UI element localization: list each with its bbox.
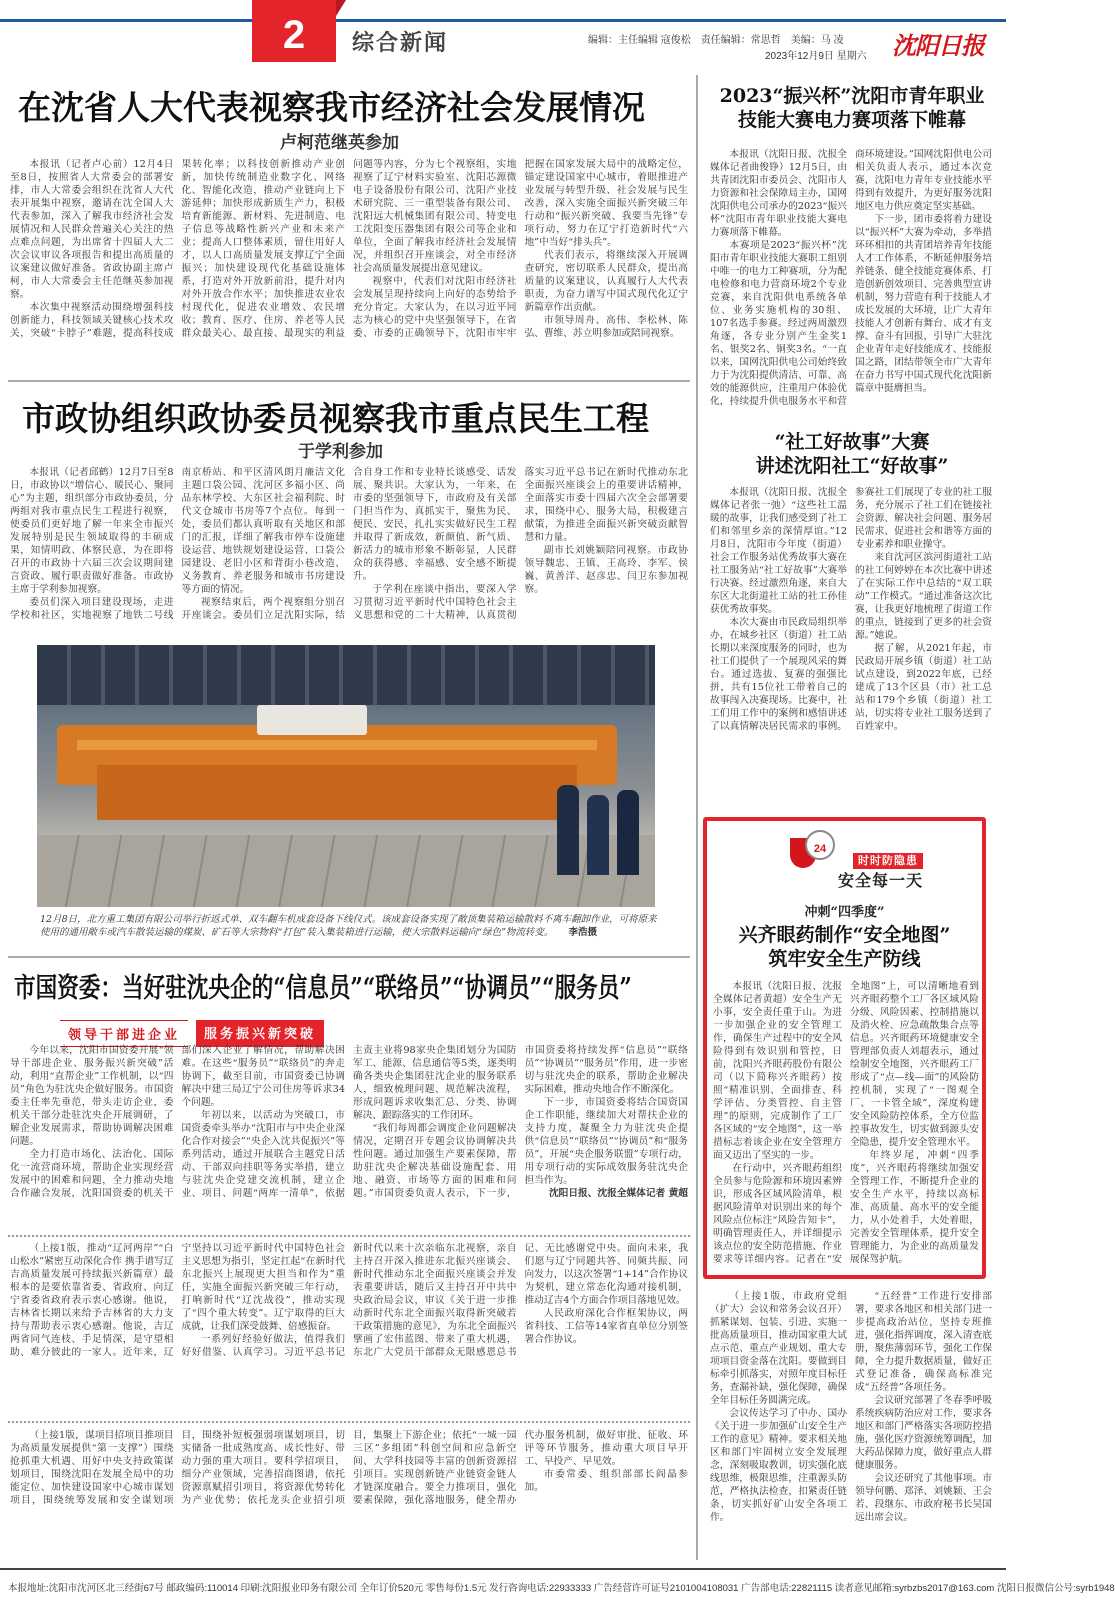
article2-subhead: 于学利参加 <box>298 442 383 462</box>
continued-article-3 <box>710 1290 992 1560</box>
paragraph: 会议还研究了其他事项。市领导何鹏、郑泽、刘姚颖、王会若、段继东、市政府秘书长吴国远出席会议。 <box>855 1473 992 1523</box>
caption-text: 12月8日，北方重工集团有限公司举行折返式单、双车翻车机成套设备下线仪式。该成套设备实现了敞顶集装箱运输散料不离车翻卸作业，可将原来使用的通用敞车或汽车散装运输的煤炭、矿石等大宗物料“打包”装入集装箱进行运输，使大宗散料运输向“绿色”物流转变。 <box>40 914 657 938</box>
divider <box>8 380 690 382</box>
paragraph: 据了解，从2021年起，市民政局开展乡镇（街道）社工站试点建设，到2022年底，已经建成了13个区县（市）社工总站和179个乡镇（街道）社工站，切实将专业社工服务送到了百姓家中。 <box>855 643 992 732</box>
article2-headline: 市政协组织政协委员视察我市重点民生工程 <box>22 399 649 438</box>
column-divider <box>696 75 698 1560</box>
article1-body <box>10 158 688 376</box>
paragraph: 市委常委、组织部部长阎晶参加。 <box>524 1469 688 1493</box>
headline-line: “社工好故事”大赛 <box>774 431 930 453</box>
right-article2-body <box>710 486 992 810</box>
paragraph: 下一步，团市委将着力建设以“振兴杯”大赛为牵动，多举措环环相扣的共青团培养青年技能人才工作体系，不断延伸服务培养链条、健全技能竞赛体系、打造创新创效项目、完善典型宣讲机制，努力营造有利于技能人才成长发展的大环境，让广大青年技能人才创新有舞台、成才有支撑、奋斗有回报，引导广大驻沈企业青年走好技能成才、技能报国之路，团结带领全市广大青年在奋力书写中国式现代化沈阳新篇章中挺膺担当。 <box>855 214 992 394</box>
paragraph: “我们每周都会调度企业问题解决情况，定期召开专题会议协调解决共性问题。通过加强生产要素保障，帮助驻沈央企解决基础设施配套、用地、融资、市场等方面的困难和问题。”市国资委负责人表示，下一步，市国资委将持续发挥“信息员”“联络员”“协调员”“服务员”作用，进一步密切与驻沈央企的联系，帮助企业解决实际困难，推动央地合作不断深化。 <box>353 1045 688 1199</box>
paragraph: 本报讯（沈阳日报、沈报全媒体记者曲俊铮）12月5日，由共青团沈阳市委员会、沈阳市人力资源和社会保障局主办，国网沈阳供电公司承办的2023“振兴杯”沈阳市青年职业技能大赛电力赛项落下帷幕。 <box>710 149 847 238</box>
paragraph: 下一步，市国资委将结合国资国企工作职能，继续加大对帮扶企业的支持力度，凝聚全力为驻沈央企提供“信息员”“联络员”“协调员”和“服务员”，开展“央企服务联盟”专项行动，用专项行动的实际成效服务驻沈央企担当作为。 <box>524 1097 688 1186</box>
news-photo-equipment <box>37 645 655 907</box>
paragraph: 视察结束后，两个视察组分别召开座谈会。委员们立足沈阳实际，结合自身工作和专业特长谈感受、话发展、聚共识。大家认为，一年来，在市委的坚强领导下，市政府及有关部门担当作为、真抓实干，聚焦为民、便民、安民，扎扎实实做好民生工程并取得了新成效，新颜值、新气质、新活力的城市形象不断彰显，人民群众的获得感、幸福感、安全感不断提升。 <box>181 467 517 621</box>
headline-line: 技能大赛电力赛项落下帷幕 <box>737 109 966 131</box>
paragraph: 副市长刘姚颖陪同视察。市政协领导魏忠、王镇、王高玲、李军、侯巍、黄善洋、赵彦忠、闫卫东参加视察。 <box>524 545 688 595</box>
column-tags <box>60 1020 324 1047</box>
headline-line: 兴齐眼药制作“安全地图” <box>738 924 951 946</box>
article3-byline: 沈阳日报、沈报全媒体记者 黄超 <box>549 1188 688 1199</box>
footer-imprint: 本报地址:沈阳市沈河区北三经街67号 邮政编码:110014 印刷:沈阳报业印务有限公司 全年订价520元 零售每份1.5元 发行咨询电话:22933333 广告经营许可证号2101004108031 广告部电话:22821115 读者意见邮箱:syrbzbs2017@163.com 沈阳日报微信公号:syrb1948 <box>8 1583 1115 1594</box>
headline-line: 讲述沈阳社工“好故事” <box>755 455 949 477</box>
editor-credits: 编辑：主任编辑 寇俊松 责任编辑：常思哲 美编：马 凌 <box>588 35 844 46</box>
photo-caption <box>40 913 660 939</box>
paragraph: （上接1版，推动“辽河两岸”“白山松水”紧密互动深化合作 携手谱写辽吉高质量发展可持续振兴新篇章）最根本的是要依靠省委、省政府、向辽宁省委省政府表示衷心感谢。他说，吉林省长期以来给予吉林省的大力支持与帮助表示衷心感谢。他说，吉辽两省同气连枝、手足情深，是守望相助、难分彼此的一家人。近年来，辽宁坚持以习近平新时代中国特色社会主义思想为指引，坚定扛起“在新时代东北振兴上展现更大担当和作为”重任，实施全面振兴新突破三年行动，打响新时代“辽沈战役”，推动实现了“四个重大转变”。辽宁取得的巨大成就，让我们深受鼓舞、倍感振奋。 <box>10 1243 345 1358</box>
article3-headline: 市国资委：当好驻沈央企的“信息员”“联络员”“协调员”“服务员” <box>14 973 632 1004</box>
clock-number: 24 <box>813 843 827 855</box>
paragraph: 本报讯（沈阳日报、沈报全媒体记者张一弛）“这些社工温暖的故事，让我们感受到了社工们和邻里乡亲的深情厚谊。”12月8日，沈阳市今年度（街道）社会工作服务站优秀故事大赛在社工服务站“社工好故事”大赛举行决赛。经过激烈角逐，来自大东区大北街道社工站的社工孙佳获优秀故事奖。 <box>710 487 847 615</box>
article1-subhead: 卢柯范继英参加 <box>280 133 399 153</box>
article3-body <box>10 1044 688 1230</box>
paragraph: 来自沈河区滨河街道社工站的社工何婷婷在本次比赛中讲述了在实际工作中总结的“双工联动”工作模式。“通过准备这次比赛，让我更好地梳理了街道工作的重点，链接到了更多的社会资源。”她说。 <box>855 552 992 641</box>
paragraph: 年初以来，以活动为突破口，市国资委牵头举办“沈阳市与中央企业深化合作对接会”“央企入沈共促振兴”等系列活动，通过开展联合主题党日活动、干部双向挂职等务实举措，建立与驻沈央企党建交流机制，建立企业、项目、问题“两库一清单”，依据主责主业将98家央企集团划分为国防军工、能源、信息通信等5类，逐类明确各类央企集团驻沈企业的服务联系人，细致梳理问题、规范解决流程，形成问题诉求收集汇总、分类、协调解决、跟踪落实的工作闭环。 <box>181 1045 517 1199</box>
header-rule <box>0 19 1006 22</box>
paragraph: 于学利在座谈中指出，要深入学习贯彻习近平新时代中国特色社会主义思想和党的二十大精神，认真贯彻落实习近平总书记在新时代推动东北全面振兴座谈会上的重要讲话精神，全面落实市委十四届六次全会部署要求，围绕中心、服务大局，积极建言献策，为推进全面振兴新突破贡献智慧和力量。 <box>353 467 688 621</box>
section-title: 综合新闻 <box>352 30 449 55</box>
paragraph: 本报讯（沈阳日报、沈报全媒体记者黄超）安全生产无小事，安全责任重于山。为进一步加强企业的安全管理工作，确保生产过程中的安全风险得到有效识别和管控，日前，沈阳兴齐眼药股份有限公司（以下简称兴齐眼药）按照“精准识别、全面排查、科学评估、分类管控、自主管理”的原则，完成制作了工厂各区域的“安全地图”，这一举措标志着该企业在安全管理方面又迈出了坚实的一步。 <box>713 981 842 1161</box>
page-number: 2 <box>252 0 336 62</box>
paragraph: 视察中，代表们对沈阳市经济社会发展呈现持续向上向好的态势给予充分肯定。大家认为，在以习近平同志为核心的党中央坚强领导下，在省委、市委的正确领导下，沈阳市牢牢把握在国家发展大局中的战略定位，锚定建设国家中心城市，着眼推进产业发展与转型升级、社会发展与民生改善，深入实施全面振兴新突破三年行动和“振兴新突破、我要当先锋”专项行动，努力在辽宁打造新时代“六地”中当好“排头兵”。 <box>353 159 688 339</box>
paragraph: 委员们深入项目建设现场，走进学校和社区，实地视察了地铁二号线南京桥站、和平区清风朗月廉洁文化主题口袋公园、沈河区多福小区、尚品东林学校、大东区社会福利院、时代文仓城市书房等7个点位。每到一处，委员们都认真听取有关地区和部门的汇报，详细了解我市停车设施建设运营、地铁规划建设运营、口袋公园建设、老旧小区和背街小巷改造、义务教育、养老服务和城市书房建设等方面的情况。 <box>10 467 345 621</box>
right-article1-body <box>710 148 992 418</box>
paragraph: （上接1版，谋项目招项目推项目 为高质量发展提供“第一支撑”）围绕抢抓重大机遇、用好中央支持政策谋划项目，围绕沈阳在发展全局中的功能定位、加快建设国家中心城市谋划项目，围绕统筹发展和安全谋划项目，围绕补短板强弱项谋划项目，切实储备一批成熟度高、成长性好、带动力强的重大项目。要科学招项目，细分产业领域，完善招商图谱，依托资源禀赋招引项目，将资源优势转化为产业优势；依托龙头企业招引项目，集聚上下游企业；依托“一城一园三区”多组团”科创空间和应急新空间、大学科技园等丰富的创新资源招引项目。实现创新链产业链资金链人才链深度融合。要全力推项目，强化要素保障，强化落地服务，健全帮办代办服务机制，做好审批、征收、环评等环节服务，推动重大项目早开工、早投产、早见效。 <box>10 1430 688 1506</box>
newspaper-logo: 沈阳日报 <box>892 31 984 60</box>
paragraph: 会议研究部署了冬春季呼吸系统疾病防治应对工作，要求各地区和部门严格落实各项防控措施，强化医疗资源统筹调配，加大药品保障力度，做好重点人群健康服务。 <box>855 1395 992 1471</box>
paragraph: 年终岁尾，冲刺“四季度”，兴齐眼药将继续加强安全管理工作，不断提升企业的安全生产水平，持续以高标准、高质量、高水平的安全能力，从小处着手，大处着眼，完善安全管理体系，提升安全管理能力，为企业的高质量发展保驾护航。 <box>850 1150 979 1265</box>
paragraph: 本赛项是2023“振兴杯”沈阳市青年职业技能大赛职工组别中唯一的电力工种赛项，分为配电检修和电力营商环境2个专业竞赛，来自沈阳供电系统各单位、业务实施机构的30组、107名选手参赛。经过两周激烈角逐，各专业分别产生金奖1名、银奖2名、铜奖3名。“一直以来，国网沈阳供电公司始终致力于为沈阳提供清洁、可靠、高效的能源供应，注重用户体验优化，持续提升供电服务水平和营商环境建设。”国网沈阳供电公司相关负责人表示，通过本次竞赛，沈阳电力青年专业技能水平得到有效提升，为更好服务沈阳地区电力供应奠定坚实基础。 <box>710 149 992 407</box>
paragraph: 会议传达学习了中办、国办《关于进一步加强矿山安全生产工作的意见》精神。要求相关地区和部门牢固树立安全发展理念，深刻吸取教训，切实强化底线思维，极限思维，注重源头防范，严格执法检查，扣紧责任链条，切实抓好矿山安全各项工作。 <box>710 1408 847 1523</box>
paragraph: “五经普”工作进行安排部署，要求各地区和相关部门进一步提高政治站位，坚持专班推进，强化指挥调度，深入清查底册，聚焦薄弱环节，强化工作保障，全力提升数据质量，做好正式登记准备，确保高标准完成“五经普”各项任务。 <box>855 1291 992 1393</box>
paragraph: 一系列好经验好做法，值得我们好好借鉴、认真学习。习近平总书记新时代以来十次亲临东北视察，亲自主持召开深入推进东北振兴座谈会、新时代推动东北全面振兴座谈会并发表重要讲话，随后又主持召开中共中央政治局会议，审议《关于进一步推动新时代东北全面振兴取得新突破若干政策措施的意见》，为东北全面振兴擘画了宏伟蓝图、带来了重大机遇，东北广大党员干部群众无限感恩总书记、无比感谢党中央。面向未来，我们愿与辽宁同题共答、同频共振、同向发力，以这次签署“1+14”合作协议为契机，建立常态化沟通对接机制，推动辽吉4个方面合作项目落地见效。 <box>181 1243 688 1358</box>
paragraph: 全力打造市场化、法治化、国际化一流营商环境，帮助企业实现经营发展中的困难和问题，全力推动央地合作融合发展，沈阳国资委的机关干部们深入企业了解情况，帮助解决困难。在这些“服务员”“联络员”的奔走协调下，截至目前，市国资委已协调解决中建三局辽宁公司住房等诉求34个问题。 <box>10 1045 345 1199</box>
safety-article-body <box>713 980 979 1270</box>
paragraph: 人民政府深化合作框架协议，两省科技、工信等14家省直单位分别签署合作协议。 <box>524 1308 688 1345</box>
paragraph: 本次集中视察活动围绕增强科技创新能力，科技领域关键核心技术攻关，突破“卡脖子”难题，提高科技成果转化率；以科技创新推动产业创新，加快传统制造业数字化、网络化、智能化改造，推动产业链向上下游延伸；加快形成新质生产力，积极培育新能源、新材料、先进制造、电子信息等战略性新兴产业和未来产业；提高人口整体素质，留住用好人才，以人口高质量发展支撑辽宁全面振兴；加快建设现代化基础设施体系，打造对外开放新前沿，提升对内对外开放合作水平；加快推进农业农村现代化，促进农业增效、农民增收；教育、医疗、住房、养老等人民群众最关心、最直接、最现实的利益问题等内容，分为七个视察组，实地视察了辽宁材料实验室、沈阳芯源微电子设备股份有限公司、沈阳产业技术研究院、三一重型装备有限公司、沈阳远大机械集团有限公司、特变电工沈阳变压器集团有限公司等企业和单位，全面了解我市经济社会发展情况，并组织召开座谈会，对全市经济社会高质量发展提出意见建议。 <box>10 159 517 339</box>
safety-column-title: 安全每一天 <box>838 873 924 890</box>
divider <box>8 1421 690 1423</box>
headline-line: 2023“振兴杯”沈阳市青年职业 <box>719 85 985 107</box>
paragraph: 市领导周舟、高伟、李松林、陈弘、曹维、苏立明参加或陪同视察。 <box>524 315 688 339</box>
paragraph: 本报讯（记者邱鹤）12月7日至8日，市政协以“增信心、暖民心、聚同心”为主题，组织部分市政协委员，分两组对我市重点民生工程进行视察，使委员们更好地了解一年来全市振兴发展特别是民生领域取得的丰硕成果，知情明政、体察民意，为在即将召开的市政协十六届三次会议期间建言资政、履行职责做好准备。市政协主席于学利参加视察。 <box>10 467 174 595</box>
right-article1-headline <box>712 84 992 132</box>
paragraph: （上接1版，市政府党组（扩大）会议和常务会议召开）抓紧谋划、包装、引进、实施一批高质量项目，推动国家重大试点示范、重点产业规划、重大专项项目资金落在沈阳。要做到目标牵引抓落实，对照年度目标任务，查漏补缺，强化保障，确保全年目标任务圆满完成。 <box>710 1291 847 1406</box>
divider <box>8 1235 690 1237</box>
paragraph: 今年以来，沈阳市国资委开展“领导干部进企业、服务振兴新突破”活动，利用“直帮企业”工作机制，以“四员”角色为驻沈央企做好服务。市国资委主任率先垂范，带头走访企业，委机关干部分赴驻沈央企开展调研，了解企业发展需求，帮助协调解决困难问题。 <box>10 1045 174 1147</box>
footer-rule <box>0 1568 1006 1570</box>
divider <box>8 956 690 958</box>
article1-headline: 在沈省人大代表视察我市经济社会发展情况 <box>18 88 645 127</box>
issue-date: 2023年12月9日 星期六 <box>765 51 867 62</box>
paragraph: 本报讯（记者卢心前）12月4日至8日，按照省人大常委会的部署安排，市人大常委会组织在沈省人大代表开展集中视察，邀请在沈全国人大代表参加，深入了解我市经济社会发展情况和人民群众普遍关心关注的热点难点问题，为出席省十四届人大二次会议审议各项报告和提出高质量的议案建议做好准备。省政协副主席卢柯，市人大常委会主任范继英参加视察。 <box>10 159 174 300</box>
headline-line: 筑牢安全生产防线 <box>768 948 921 970</box>
paragraph: 本次大赛由市民政局组织举办，在城乡社区（街道）社工站长期以来深度服务的同时，也为社工们提供了一个展现风采的舞台。通过选拔、复赛的强强比拼，共有15位社工带着自己的故事闯入决赛现场。比赛中，社工们用工作中的案例和感悟讲述了以真情解决居民需求的事例。参赛社工们展现了专业的社工服务，充分展示了社工们在链接社会资源、解决社会问题、服务居民需求、促进社会和谐等方面的专业素养和职业操守。 <box>710 487 992 732</box>
safety-banner: 时时防隐患 <box>853 853 923 869</box>
paragraph: 在行动中，兴齐眼药组织全员参与危险源和环境因素辨识，形成各区域风险清单，根据风险清单对识别出来的每个风险点位标注“风险告知卡”，明确管理责任人，并详细提示该点位的安全防范措施、作业要求等详细内容。记者在“安全地图”上，可以清晰地看到兴齐眼药整个工厂各区域风险分级、风险因素、控制措施以及消火栓、应急疏散集合点等信息。兴齐眼药环境健康安全管理部负责人刘超表示，通过绘制安全地图，兴齐眼药工厂形成了“点—线—面”的风险防控机制，实现了“一图观全厂、一卡管全域”，深度构建安全风险防控体系，全方位监控事故发生，切实做到源头安全隐患，提升安全管理水平。 <box>713 981 979 1265</box>
safety-kicker: 冲刺“四季度” <box>804 905 885 920</box>
safety-headline <box>707 923 982 971</box>
continued-article-1 <box>10 1242 688 1416</box>
tag-service-revitalization: 服务振兴新突破 <box>196 1020 324 1047</box>
paragraph: 代表们表示，将继续深入开展调查研究，密切联系人民群众，提出高质量的议案建议，认真履行人大代表职责，为奋力谱写中国式现代化辽宁新篇章作出贡献。 <box>524 250 688 313</box>
tag-leaders-into-enterprises: 领导干部进企业 <box>60 1020 188 1047</box>
photo-credit: 李浩摄 <box>568 927 597 938</box>
clock-24-icon <box>805 830 835 860</box>
continued-article-2 <box>10 1429 688 1561</box>
right-article2-headline <box>712 430 992 478</box>
article2-body <box>10 466 688 636</box>
